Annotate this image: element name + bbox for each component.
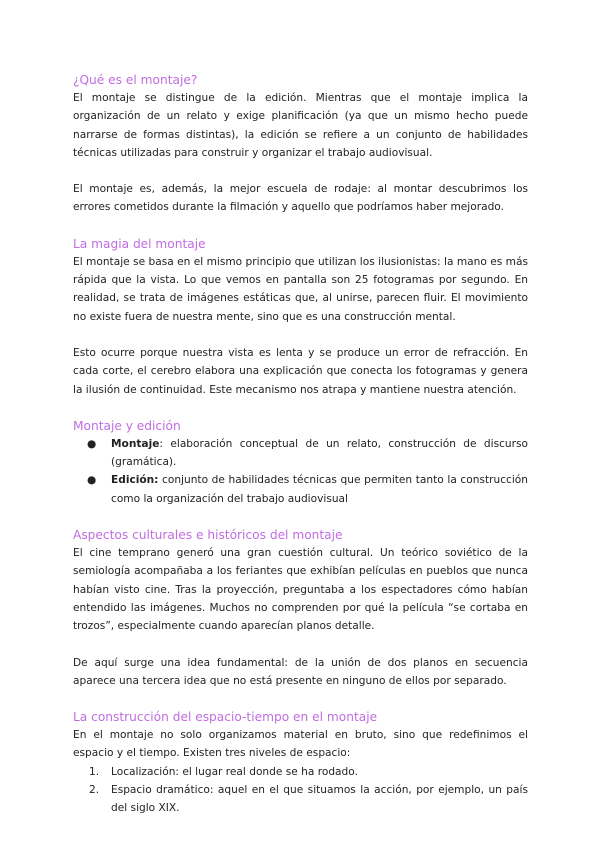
section-heading-espacio-tiempo: La construcción del espacio-tiempo en el montaje [73, 710, 378, 725]
bullet-icon: ● [87, 474, 97, 487]
document-page [73, 71, 528, 818]
list-item [73, 471, 528, 508]
paragraph: El cine temprano generó una gran cuestión cultural. Un teórico soviético de la semiología acompañaba a los feriantes que exhibían películas en pueblos que nunca habían visto cine. Tras la proyección, preguntaba a los espectadores cómo habían entendido las imágenes. Muchos no comprenden por qué la película “se cortaba en trozos”, especialmente cuando aparecían planos detalle. [73, 547, 528, 633]
term-definition: conjunto de habilidades técnicas que permiten tanto la construcción como la organización del trabajo audiovisual [111, 474, 528, 505]
list-number: 1. [89, 765, 100, 778]
list-item [73, 781, 528, 818]
bullet-list [73, 435, 528, 508]
list-item [73, 763, 528, 781]
paragraph: El montaje se distingue de la edición. Mientras que el montaje implica la organización de un relato y exige planificación (ya que un mismo hecho puede narrarse de formas distintas), la edición se refiere a un conjunto de habilidades técnicas utilizadas para construir y organizar el trabajo audiovisual. [73, 92, 528, 159]
list-item-text: Espacio dramático: aquel en el que situamos la acción, por ejemplo, un país del siglo XIX. [111, 784, 528, 815]
section-heading-que-es-el-montaje: ¿Qué es el montaje? [73, 73, 198, 87]
paragraph: El montaje se basa en el mismo principio que utilizan los ilusionistas: la mano es más rápida que la vista. Lo que vemos en pantalla son 25 fotogramas por segundo. En realidad, se trata de imágenes estáticas que, al unirse, parecen fluir. El movimiento no existe fuera de nuestra mente, sino que es una construcción mental. [73, 255, 528, 323]
bullet-icon: ● [87, 437, 97, 450]
list-item-text: Localización: el lugar real donde se ha rodado. [111, 765, 358, 778]
section-heading-la-magia-del-montaje: La magia del montaje [73, 236, 206, 251]
term-montaje: Montaje [111, 437, 160, 450]
paragraph: El montaje es, además, la mejor escuela de rodaje: al montar descubrimos los errores cometidos durante la filmación y aquello que podríamos haber mejorado. [73, 183, 528, 214]
paragraph: Esto ocurre porque nuestra vista es lenta y se produce un error de refracción. En cada corte, el cerebro elabora una explicación que conecta los fotogramas y genera la ilusión de continuidad. Este mecanismo nos atrapa y mantiene nuestra atención. [73, 346, 528, 396]
term-edicion: Edición: [111, 474, 159, 487]
list-number: 2. [89, 784, 100, 797]
term-definition: : elaboración conceptual de un relato, construcción de discurso (gramática). [111, 437, 528, 469]
section-heading-montaje-y-edicion: Montaje y edición [73, 418, 181, 433]
paragraph: De aquí surge una idea fundamental: de la unión de dos planos en secuencia aparece una tercera idea que no está presente en ninguno de ellos por separado. [73, 656, 528, 687]
paragraph: En el montaje no solo organizamos material en bruto, sino que redefinimos el espacio y el tiempo. Existen tres niveles de espacio: [73, 729, 528, 760]
numbered-list [73, 763, 528, 818]
list-item [73, 435, 528, 472]
section-heading-aspectos-culturales: Aspectos culturales e históricos del montaje [73, 528, 343, 543]
